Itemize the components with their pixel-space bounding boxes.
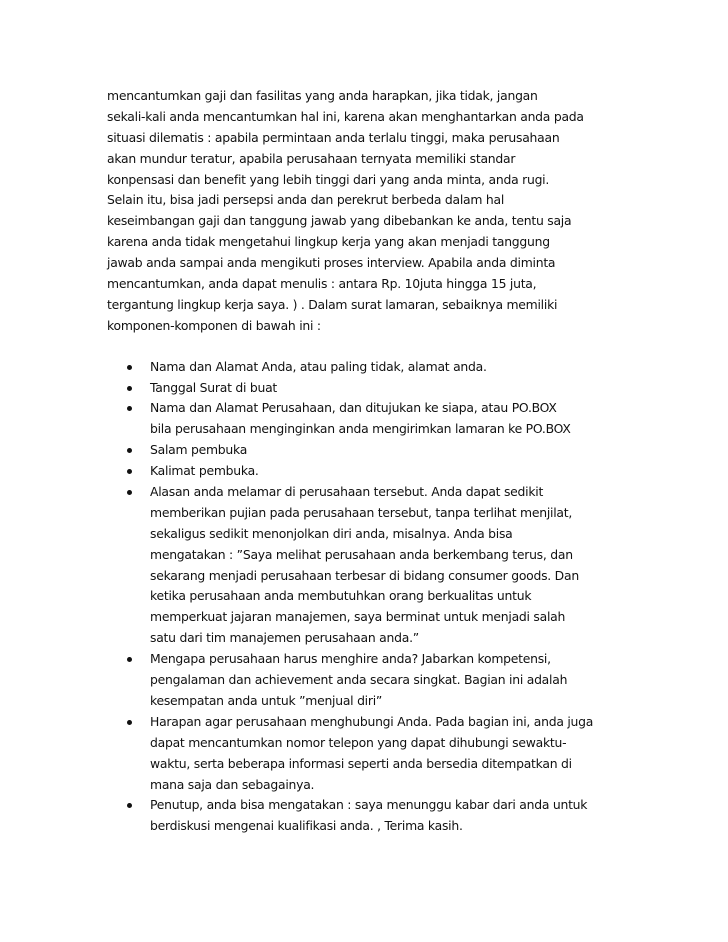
list-item-line: waktu, serta beberapa informasi seperti anda bersedia ditempatkan di (150, 755, 572, 771)
list-item-line: Mengapa perusahaan harus menghire anda? Jabarkan kompetensi, (150, 651, 551, 667)
paragraph-line: situasi dilematis : apabila permintaan anda terlalu tinggi, maka perusahaan (107, 129, 560, 145)
paragraph-line: karena anda tidak mengetahui lingkup kerja yang akan menjadi tanggung (107, 234, 550, 250)
bullet-icon (127, 365, 132, 370)
list-item (107, 357, 627, 378)
list-item-line: pengalaman dan achievement anda secara singkat. Bagian ini adalah (150, 672, 568, 688)
list-item-line: dapat mencantumkan nomor telepon yang dapat dihubungi sewaktu- (150, 734, 567, 750)
paragraph-line: akan mundur teratur, apabila perusahaan ternyata memiliki standar (107, 150, 516, 166)
list-item-line: Tanggal Surat di buat (150, 379, 278, 395)
paragraph-line: tergantung lingkup kerja saya. ) . Dalam surat lamaran, sebaiknya memiliki (107, 296, 558, 312)
list-item-line: Penutup, anda bisa mengatakan : saya menunggu kabar dari anda untuk (150, 797, 588, 813)
paragraph-line: komponen-komponen di bawah ini : (107, 317, 321, 333)
list-item-line: memperkuat jajaran manajemen, saya berminat untuk menjadi salah (150, 609, 566, 625)
document-page (107, 86, 627, 837)
list-item-line: Nama dan Alamat Anda, atau paling tidak, alamat anda. (150, 358, 487, 374)
paragraph-line: mencantumkan gaji dan fasilitas yang anda harapkan, jika tidak, jangan (107, 88, 538, 103)
bullet-icon (127, 406, 132, 411)
bullet-icon (127, 803, 132, 808)
list-item-line: mana saja dan sebagainya. (150, 776, 315, 792)
list-item (107, 482, 627, 649)
bullet-icon (127, 720, 132, 725)
list-item (107, 378, 627, 399)
list-item-line: ketika perusahaan anda membutuhkan orang berkualitas untuk (150, 588, 532, 604)
list-item-line: Harapan agar perusahaan menghubungi Anda. Pada bagian ini, anda juga (150, 713, 594, 729)
list-item-line: mengatakan : ”Saya melihat perusahaan anda berkembang terus, dan (150, 546, 573, 562)
list-item (107, 712, 627, 796)
list-item (107, 440, 627, 461)
paragraph-line: konpensasi dan benefit yang lebih tinggi dari yang anda minta, anda rugi. (107, 171, 550, 187)
paragraph-line: mencantumkan, anda dapat menulis : antara Rp. 10juta hingga 15 juta, (107, 276, 537, 292)
list-item-line: Kalimat pembuka. (150, 463, 259, 479)
paragraph-line: jawab anda sampai anda mengikuti proses interview. Apabila anda diminta (107, 255, 556, 271)
list-item (107, 649, 627, 712)
bullet-icon (127, 490, 132, 495)
list-item-line: bila perusahaan menginginkan anda mengirimkan lamaran ke PO.BOX (150, 421, 571, 437)
paragraph-line: sekali-kali anda mencantumkan hal ini, karena akan menghantarkan anda pada (107, 108, 584, 124)
list-item-line: Alasan anda melamar di perusahaan tersebut. Anda dapat sedikit (150, 484, 544, 500)
paragraph-line: keseimbangan gaji dan tanggung jawab yang dibebankan ke anda, tentu saja (107, 213, 572, 229)
list-item-line: berdiskusi mengenai kualifikasi anda. , Terima kasih. (150, 818, 463, 834)
list-item-line: sekaligus sedikit menonjolkan diri anda, misalnya. Anda bisa (150, 525, 513, 541)
list-item-line: satu dari tim manajemen perusahaan anda.” (150, 630, 419, 646)
bullet-icon (127, 469, 132, 474)
list-item-line: Nama dan Alamat Perusahaan, dan ditujukan ke siapa, atau PO.BOX (150, 400, 557, 416)
list-item (107, 795, 627, 837)
list-item-line: memberikan pujian pada perusahaan tersebut, tanpa terlihat menjilat, (150, 504, 573, 520)
list-item (107, 398, 627, 440)
bullet-icon (127, 657, 132, 662)
list-item (107, 461, 627, 482)
component-list (107, 357, 627, 837)
intro-paragraph (107, 86, 627, 337)
bullet-icon (127, 386, 132, 391)
bullet-icon (127, 448, 132, 453)
list-item-line: kesempatan anda untuk ”menjual diri” (150, 692, 383, 708)
list-item-line: Salam pembuka (150, 442, 248, 458)
list-item-line: sekarang menjadi perusahaan terbesar di bidang consumer goods. Dan (150, 567, 579, 583)
paragraph-line: Selain itu, bisa jadi persepsi anda dan perekrut berbeda dalam hal (107, 192, 505, 208)
